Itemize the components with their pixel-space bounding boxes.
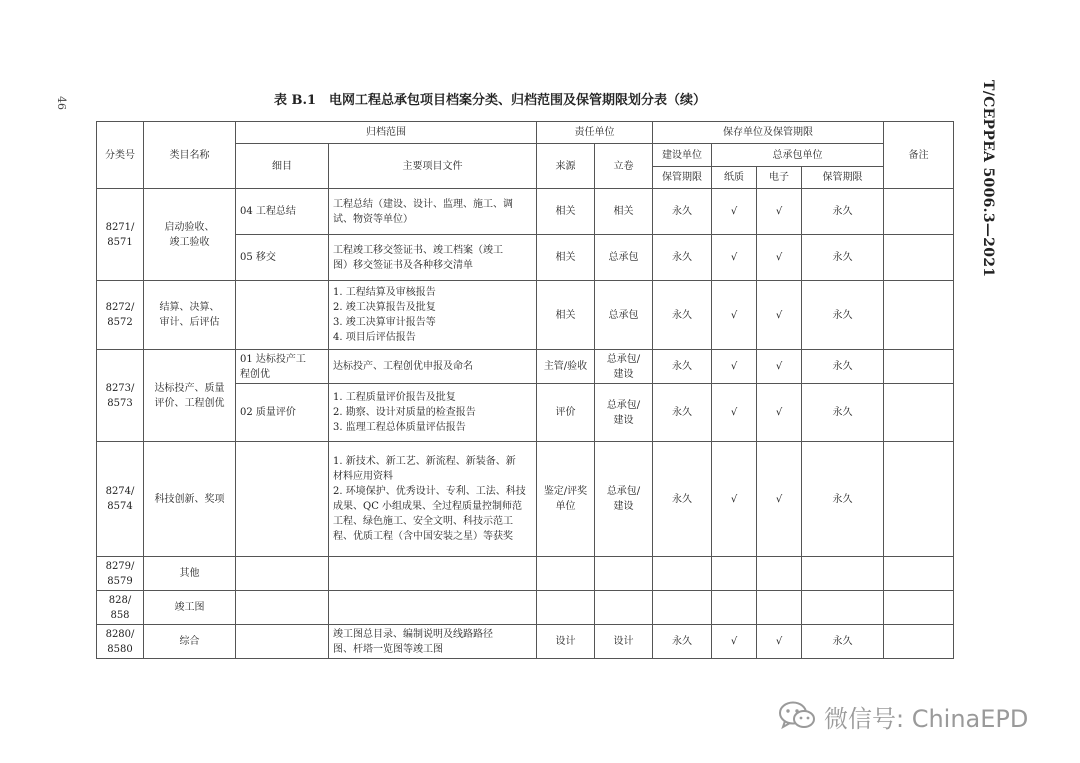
item-cell <box>236 442 329 557</box>
table-row <box>97 442 954 557</box>
main-docs-cell <box>329 591 537 625</box>
main-docs-cell: 工程竣工移交签证书、竣工档案（竣工 图）移交签证书及各种移交清单 <box>329 235 537 281</box>
paper-check-cell: √ <box>712 189 757 235</box>
category-name-cell: 达标投产、质量 评价、工程创优 <box>144 350 236 442</box>
category-name-cell: 科技创新、奖项 <box>144 442 236 557</box>
filing-cell: 总承包/ 建设 <box>595 350 653 384</box>
category-name-cell: 启动验收、 竣工验收 <box>144 189 236 281</box>
source-cell: 相关 <box>537 189 595 235</box>
header-custody: 保存单位及保管期限 <box>653 122 884 144</box>
class-code-cell: 8273/ 8573 <box>97 350 144 442</box>
filing-cell: 总承包/ 建设 <box>595 442 653 557</box>
source-cell: 主管/验收 <box>537 350 595 384</box>
electronic-check-cell: √ <box>757 189 802 235</box>
electronic-check-cell <box>757 591 802 625</box>
owner-period-cell <box>653 557 712 591</box>
item-cell <box>236 625 329 659</box>
header-filing: 立卷 <box>595 144 653 189</box>
category-name-cell: 其他 <box>144 557 236 591</box>
remark-cell <box>884 384 954 442</box>
page-number: 46 <box>55 96 68 110</box>
paper-check-cell <box>712 557 757 591</box>
header-paper: 纸质 <box>712 167 757 189</box>
header-source: 来源 <box>537 144 595 189</box>
owner-period-cell: 永久 <box>653 235 712 281</box>
contractor-period-cell: 永久 <box>802 350 884 384</box>
paper-check-cell: √ <box>712 281 757 350</box>
contractor-period-cell: 永久 <box>802 189 884 235</box>
filing-cell: 相关 <box>595 189 653 235</box>
header-category: 类目名称 <box>144 122 236 189</box>
main-docs-cell: 工程总结（建设、设计、监理、施工、调 试、物资等单位） <box>329 189 537 235</box>
header-item: 细目 <box>236 144 329 189</box>
header-row-1 <box>97 122 954 144</box>
main-docs-cell: 1. 新技术、新工艺、新流程、新装备、新 材料应用资料 2. 环境保护、优秀设计、专利、工法、科技 成果、QC 小组成果、全过程质量控制师范 工程、绿色施工、安全文明、科技示范工 程、优质工程（含中国安装之星）等获奖 <box>329 442 537 557</box>
contractor-period-cell: 永久 <box>802 442 884 557</box>
header-responsibility: 责任单位 <box>537 122 653 144</box>
filing-cell: 设计 <box>595 625 653 659</box>
filing-cell: 总承包/ 建设 <box>595 384 653 442</box>
category-name-cell: 结算、决算、 审计、后评估 <box>144 281 236 350</box>
source-cell: 鉴定/评奖 单位 <box>537 442 595 557</box>
table-row <box>97 189 954 235</box>
owner-period-cell: 永久 <box>653 625 712 659</box>
electronic-check-cell: √ <box>757 235 802 281</box>
source-cell: 相关 <box>537 281 595 350</box>
electronic-check-cell: √ <box>757 281 802 350</box>
paper-check-cell: √ <box>712 384 757 442</box>
class-code-cell: 8272/ 8572 <box>97 281 144 350</box>
class-code-cell: 8279/ 8579 <box>97 557 144 591</box>
filing-cell: 总承包 <box>595 281 653 350</box>
electronic-check-cell <box>757 557 802 591</box>
item-cell: 04 工程总结 <box>236 189 329 235</box>
item-cell: 01 达标投产工 程创优 <box>236 350 329 384</box>
paper-check-cell <box>712 591 757 625</box>
class-code-cell: 8271/ 8571 <box>97 189 144 281</box>
remark-cell <box>884 625 954 659</box>
watermark <box>778 700 1028 732</box>
table-row <box>97 350 954 384</box>
table-row <box>97 557 954 591</box>
header-code: 分类号 <box>97 122 144 189</box>
main-docs-cell: 1. 工程结算及审核报告 2. 竣工决算报告及批复 3. 竣工决算审计报告等 4. 项目后评估报告 <box>329 281 537 350</box>
standard-code: T/CEPPEA 5006.3—2021 <box>980 80 996 278</box>
remark-cell <box>884 281 954 350</box>
remark-cell <box>884 557 954 591</box>
class-code-cell: 8274/ 8574 <box>97 442 144 557</box>
contractor-period-cell <box>802 591 884 625</box>
source-cell: 设计 <box>537 625 595 659</box>
item-cell <box>236 557 329 591</box>
filing-cell: 总承包 <box>595 235 653 281</box>
main-docs-cell: 竣工图总目录、编制说明及线路路径 图、杆塔一览图等竣工图 <box>329 625 537 659</box>
remark-cell <box>884 189 954 235</box>
owner-period-cell: 永久 <box>653 189 712 235</box>
main-docs-cell: 1. 工程质量评价报告及批复 2. 勘察、设计对质量的检查报告 3. 监理工程总体质量评估报告 <box>329 384 537 442</box>
contractor-period-cell: 永久 <box>802 625 884 659</box>
owner-period-cell: 永久 <box>653 281 712 350</box>
contractor-period-cell <box>802 557 884 591</box>
table-row <box>97 281 954 350</box>
main-docs-cell <box>329 557 537 591</box>
source-cell: 评价 <box>537 384 595 442</box>
contractor-period-cell: 永久 <box>802 235 884 281</box>
source-cell: 相关 <box>537 235 595 281</box>
source-cell <box>537 591 595 625</box>
remark-cell <box>884 350 954 384</box>
watermark-text: 微信号: ChinaEPD <box>824 704 1029 733</box>
item-cell <box>236 281 329 350</box>
class-code-cell: 828/ 858 <box>97 591 144 625</box>
paper-check-cell: √ <box>712 350 757 384</box>
electronic-check-cell: √ <box>757 442 802 557</box>
contractor-period-cell: 永久 <box>802 281 884 350</box>
filing-cell <box>595 591 653 625</box>
wechat-icon <box>778 700 816 732</box>
header-main-docs: 主要项目文件 <box>329 144 537 189</box>
remark-cell <box>884 235 954 281</box>
header-contractor: 总承包单位 <box>712 144 884 167</box>
table-title: 表 B.1 电网工程总承包项目档案分类、归档范围及保管期限划分表（续） <box>273 93 707 108</box>
item-cell: 02 质量评价 <box>236 384 329 442</box>
owner-period-cell: 永久 <box>653 384 712 442</box>
header-scope: 归档范围 <box>236 122 537 144</box>
electronic-check-cell: √ <box>757 350 802 384</box>
paper-check-cell: √ <box>712 625 757 659</box>
paper-check-cell: √ <box>712 442 757 557</box>
table-row <box>97 591 954 625</box>
owner-period-cell: 永久 <box>653 350 712 384</box>
owner-period-cell <box>653 591 712 625</box>
owner-period-cell: 永久 <box>653 442 712 557</box>
header-remark: 备注 <box>884 122 954 189</box>
item-cell: 05 移交 <box>236 235 329 281</box>
archive-classification-table <box>96 121 954 659</box>
filing-cell <box>595 557 653 591</box>
header-period: 保管期限 <box>653 167 712 189</box>
main-docs-cell: 达标投产、工程创优申报及命名 <box>329 350 537 384</box>
remark-cell <box>884 591 954 625</box>
electronic-check-cell: √ <box>757 625 802 659</box>
item-cell <box>236 591 329 625</box>
header-period2: 保管期限 <box>802 167 884 189</box>
category-name-cell: 竣工图 <box>144 591 236 625</box>
source-cell <box>537 557 595 591</box>
class-code-cell: 8280/ 8580 <box>97 625 144 659</box>
electronic-check-cell: √ <box>757 384 802 442</box>
paper-check-cell: √ <box>712 235 757 281</box>
category-name-cell: 综合 <box>144 625 236 659</box>
remark-cell <box>884 442 954 557</box>
contractor-period-cell: 永久 <box>802 384 884 442</box>
header-electronic: 电子 <box>757 167 802 189</box>
header-owner: 建设单位 <box>653 144 712 167</box>
table-body <box>97 122 954 659</box>
table-row <box>97 625 954 659</box>
